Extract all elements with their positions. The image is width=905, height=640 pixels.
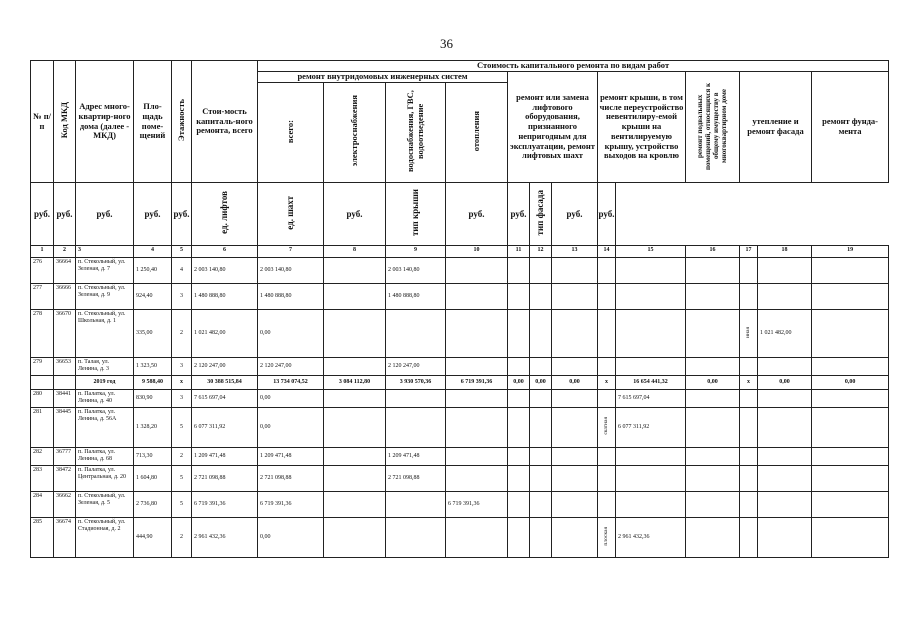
- cell-code: 36664: [54, 258, 76, 284]
- unit-rub-13: руб.: [324, 183, 386, 246]
- cell-area: 1 604,80: [134, 466, 172, 492]
- total-facade-type: х: [740, 376, 758, 390]
- total-electric: 3 084 112,80: [324, 376, 386, 390]
- cell-floors: 2: [172, 448, 192, 466]
- unit-rub-18: руб.: [552, 183, 598, 246]
- cell-water: 2 120 247,00: [386, 358, 446, 376]
- colnum: 16: [686, 246, 740, 258]
- column-numbers-row: [31, 246, 889, 258]
- table-row: [31, 448, 889, 466]
- cell-area: 444,90: [134, 518, 172, 558]
- header-heating: отопления: [446, 83, 508, 183]
- header-roof: ремонт крыши, в том числе переустройство невентилиру-емой крыши на вентилируемую крышу, устройство выходов на кровлю: [598, 72, 686, 183]
- cell-floors: 2: [172, 518, 192, 558]
- header-foundation: ремонт фунда-мента: [812, 72, 889, 183]
- cell-address: п. Талая, ул. Ленина, д. 3: [76, 358, 134, 376]
- total-basement: 0,00: [686, 376, 740, 390]
- cell-total: 1 480 888,80: [192, 284, 258, 310]
- total-cost: 30 388 515,84: [192, 376, 258, 390]
- cell-no: 282: [31, 448, 54, 466]
- cell-floors: 3: [172, 358, 192, 376]
- cell-code: 36670: [54, 310, 76, 358]
- header-internal-total: всего:: [258, 83, 324, 183]
- cell-address: п. Палатка, ул. Центральная, д. 20: [76, 466, 134, 492]
- header-water: водоснабжения, ГВС, водоотведение: [386, 83, 446, 183]
- cell-code: 38441: [54, 390, 76, 408]
- cell-code: 36777: [54, 448, 76, 466]
- unit-rub-19: руб.: [598, 183, 616, 246]
- header-total-cost: Стои-мость капиталь-ного ремонта, всего: [192, 61, 258, 183]
- cell-sys-total: 1 209 471,48: [258, 448, 324, 466]
- colnum: 18: [758, 246, 812, 258]
- colnum: 4: [134, 246, 172, 258]
- colnum: 3: [76, 246, 134, 258]
- header-roof-type: тип крыши: [386, 183, 446, 246]
- cell-heating: [446, 258, 508, 284]
- cell-area: 335,00: [134, 310, 172, 358]
- cell-roof: 7 615 697,04: [616, 390, 686, 408]
- header-facade: утепление и ремонт фасада: [740, 72, 812, 183]
- table-row: [31, 408, 889, 448]
- header-floors: Этажность: [172, 61, 192, 183]
- cell-facade: 1 021 482,00: [758, 310, 812, 358]
- cell-heating: [446, 284, 508, 310]
- header-basement: ремонт подвальных помещений, относящихся к общему имуществу в многоквартирном доме: [686, 72, 740, 183]
- header-lift-units: ед. лифтов: [192, 183, 258, 246]
- cell-sys-total: 0,00: [258, 390, 324, 408]
- cell-area: 1 250,40: [134, 258, 172, 284]
- cell-roof-type: скатная: [598, 408, 616, 448]
- total-shafts: 0,00: [530, 376, 552, 390]
- cell-address: п. Стекольный, ул. Зеленая, д. 5: [76, 492, 134, 518]
- colnum: 8: [324, 246, 386, 258]
- cell-code: 36662: [54, 492, 76, 518]
- cell-sys-total: 0,00: [258, 518, 324, 558]
- cell-sys-total: 6 719 391,36: [258, 492, 324, 518]
- cell-code: 38472: [54, 466, 76, 492]
- cell-electric: [324, 258, 386, 284]
- colnum: 2: [54, 246, 76, 258]
- cell-total: 1 021 482,00: [192, 310, 258, 358]
- header-area: Пло-щадь поме-щений: [134, 61, 172, 183]
- colnum: 7: [258, 246, 324, 258]
- cell-total: 1 209 471,48: [192, 448, 258, 466]
- colnum: 9: [386, 246, 446, 258]
- cell-floors: 5: [172, 408, 192, 448]
- cell-code: 36653: [54, 358, 76, 376]
- cell-area: 713,30: [134, 448, 172, 466]
- cell-total: 2 721 098,88: [192, 466, 258, 492]
- cell-water: 1 209 471,48: [386, 448, 446, 466]
- cell-sys-total: 1 480 888,80: [258, 284, 324, 310]
- cell-area: 2 736,80: [134, 492, 172, 518]
- header-code: Код МКД: [54, 61, 76, 183]
- cell-code: 36666: [54, 284, 76, 310]
- cell-code: 36674: [54, 518, 76, 558]
- cell-total: 6 719 391,36: [192, 492, 258, 518]
- cell-sys-total: 0,00: [258, 310, 324, 358]
- cell-sys-total: 0,00: [258, 408, 324, 448]
- cell-total: 2 120 247,00: [192, 358, 258, 376]
- cell-floors: 2: [172, 310, 192, 358]
- colnum: 15: [616, 246, 686, 258]
- cell-water: 2 721 098,88: [386, 466, 446, 492]
- total-facade: 0,00: [758, 376, 812, 390]
- table-row: [31, 310, 889, 358]
- cell-electric: [324, 284, 386, 310]
- colnum: 1: [31, 246, 54, 258]
- header-no: № п/п: [31, 61, 54, 183]
- cell-address: п. Стекольный, ул. Зеленая, д. 9: [76, 284, 134, 310]
- colnum: 13: [552, 246, 598, 258]
- cell-facade-type: иная: [740, 310, 758, 358]
- cell-total: 2 961 432,36: [192, 518, 258, 558]
- page-number: 36: [440, 36, 453, 51]
- cell-no: 284: [31, 492, 54, 518]
- cell-floors: 3: [172, 390, 192, 408]
- cell-floors: 5: [172, 492, 192, 518]
- total-roof: 16 654 441,32: [616, 376, 686, 390]
- total-water: 3 930 570,36: [386, 376, 446, 390]
- cell-no: 278: [31, 310, 54, 358]
- cell-no: 280: [31, 390, 54, 408]
- total-label: 2019 год: [76, 376, 134, 390]
- cell-floors: 3: [172, 284, 192, 310]
- cell-roof: 6 077 311,92: [616, 408, 686, 448]
- header-facade-type: тип фасада: [530, 183, 552, 246]
- cell-no: 283: [31, 466, 54, 492]
- header-shaft-units: ед. шахт: [258, 183, 324, 246]
- colnum: 6: [192, 246, 258, 258]
- unit-rub-8: руб.: [76, 183, 134, 246]
- colnum: 5: [172, 246, 192, 258]
- total-elevator: 0,00: [552, 376, 598, 390]
- total-row: [31, 376, 889, 390]
- colnum: 17: [740, 246, 758, 258]
- unit-rub-6: руб.: [31, 183, 54, 246]
- table-row: [31, 492, 889, 518]
- table-row: [31, 466, 889, 492]
- unit-rub-15: руб.: [446, 183, 508, 246]
- cell-address: п. Палатка, ул. Ленина, д. 40: [76, 390, 134, 408]
- total-lifts: 0,00: [508, 376, 530, 390]
- table-row: [31, 284, 889, 310]
- total-roof-type: х: [598, 376, 616, 390]
- table-row: [31, 390, 889, 408]
- cell-sys-total: 2 721 098,88: [258, 466, 324, 492]
- cell-no: 285: [31, 518, 54, 558]
- colnum: 14: [598, 246, 616, 258]
- cell-address: п. Стекольный, ул. Стадионная, д. 2: [76, 518, 134, 558]
- colnum: 12: [530, 246, 552, 258]
- cell-area: 1 328,20: [134, 408, 172, 448]
- total-floors: х: [172, 376, 192, 390]
- colnum: 10: [446, 246, 508, 258]
- table-row: [31, 518, 889, 558]
- unit-rub-7: руб.: [54, 183, 76, 246]
- cell-sys-total: 2 120 247,00: [258, 358, 324, 376]
- colnum: 19: [812, 246, 889, 258]
- cell-code: 38445: [54, 408, 76, 448]
- total-area: 9 588,40: [134, 376, 172, 390]
- unit-rub-16: руб.: [508, 183, 530, 246]
- cell-heating: 6 719 391,36: [446, 492, 508, 518]
- cell-sys-total: 2 003 140,80: [258, 258, 324, 284]
- cell-area: 924,40: [134, 284, 172, 310]
- cell-water: 2 003 140,80: [386, 258, 446, 284]
- header-electric: электроснабжения: [324, 83, 386, 183]
- total-sys: 13 734 074,52: [258, 376, 324, 390]
- cell-no: 281: [31, 408, 54, 448]
- cell-no: 277: [31, 284, 54, 310]
- cell-no: 276: [31, 258, 54, 284]
- cell-total: 2 003 140,80: [192, 258, 258, 284]
- unit-rub-9: руб.: [134, 183, 172, 246]
- cell-address: п. Палатка, ул. Ленина, д. 68: [76, 448, 134, 466]
- cell-total: 7 615 697,04: [192, 390, 258, 408]
- cell-roof: 2 961 432,36: [616, 518, 686, 558]
- cell-area: 830,90: [134, 390, 172, 408]
- cell-water: 1 480 888,80: [386, 284, 446, 310]
- cell-address: п. Стекольный, ул. Школьная, д. 1: [76, 310, 134, 358]
- header-address: Адрес много-квартир-ного дома (далее - МКД): [76, 61, 134, 183]
- cell-total: 6 077 311,92: [192, 408, 258, 448]
- cell-address: п. Стекольный, ул. Зеленая, д. 7: [76, 258, 134, 284]
- cell-roof-type: плоская: [598, 518, 616, 558]
- header-by-type: Стоимость капитального ремонта по видам работ: [258, 61, 889, 72]
- cell-no: 279: [31, 358, 54, 376]
- cell-floors: 5: [172, 466, 192, 492]
- colnum: 11: [508, 246, 530, 258]
- cell-area: 1 323,50: [134, 358, 172, 376]
- header-internal-systems: ремонт внутридомовых инженерных систем: [258, 72, 508, 83]
- total-foundation: 0,00: [812, 376, 889, 390]
- total-heating: 6 719 391,36: [446, 376, 508, 390]
- cell-floors: 4: [172, 258, 192, 284]
- cell-address: п. Палатка, ул. Ленина, д. 56А: [76, 408, 134, 448]
- table-row: [31, 258, 889, 284]
- unit-rub-10: руб.: [172, 183, 192, 246]
- table-row: [31, 358, 889, 376]
- header-elevator: ремонт или замена лифтового оборудования, признанного непригодным для эксплуатации, ремонт лифтовых шахт: [508, 72, 598, 183]
- capital-repair-table: [30, 60, 889, 558]
